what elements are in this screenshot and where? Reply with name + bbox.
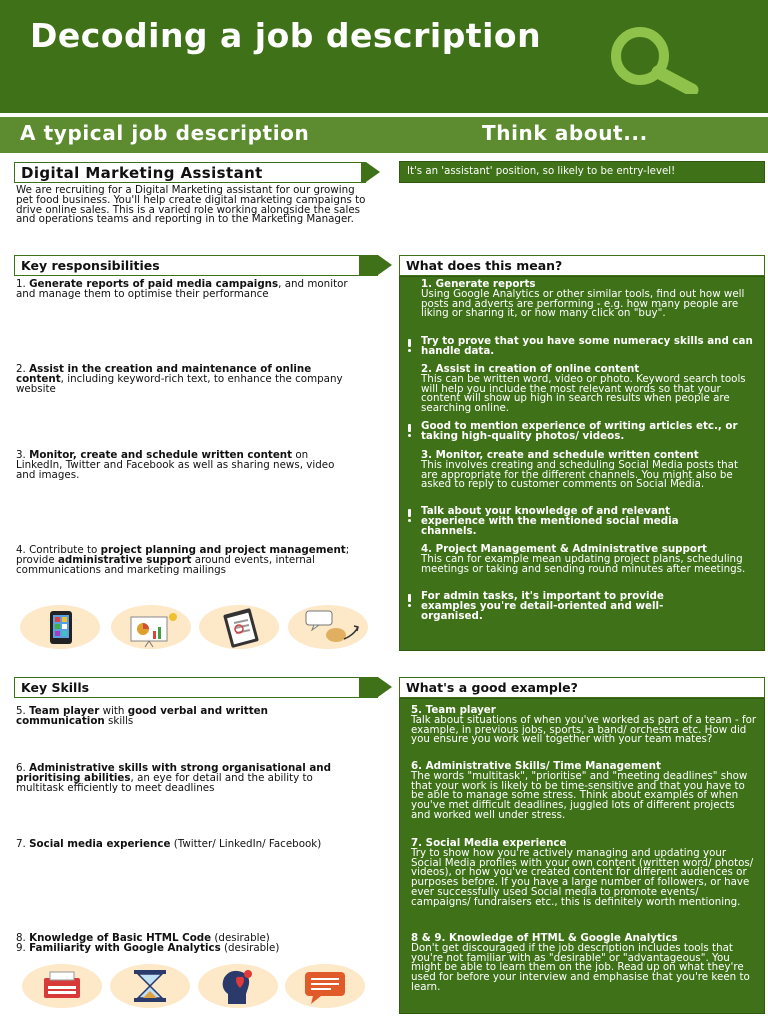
item-text: Contribute to bbox=[25, 544, 101, 556]
example-tag bbox=[399, 677, 765, 698]
responsibility-item bbox=[16, 451, 354, 480]
item-text: with bbox=[99, 705, 128, 717]
tag-arrow-body bbox=[360, 677, 378, 698]
item-bold: Assist in the creation and maintenance of online content bbox=[16, 363, 312, 385]
item-bold: Familiarity with Google Analytics bbox=[29, 942, 221, 954]
item-number: 8. bbox=[16, 932, 26, 944]
skill-item bbox=[16, 764, 356, 793]
item-bold: Administrative skills with strong organisational and prioritising abilities bbox=[16, 762, 332, 784]
meaning-tip bbox=[421, 592, 721, 621]
clipboard-icon bbox=[199, 605, 279, 649]
example-head: 6. Administrative Skills/ Time Management bbox=[411, 760, 661, 772]
meaning-tip bbox=[421, 337, 757, 357]
responsibilities-tag bbox=[14, 255, 360, 276]
section-bar bbox=[0, 117, 768, 153]
typewriter-icon bbox=[22, 964, 102, 1008]
example-body: Don't get discouraged if the job description includes tools that you're not familiar with as "desirable" or "advantageous". You might be able to learn them on the job. Read up on what they're used for before your interview and emphasise that you're keen to learn. bbox=[411, 941, 750, 993]
responsibility-item bbox=[16, 365, 354, 394]
example-head: 5. Team player bbox=[411, 704, 496, 716]
presentation-icon bbox=[111, 605, 191, 649]
meaning-body: Using Google Analytics or other similar tools, find out how well posts and adverts are performing - e.g. how many people are liking or sharing it, or how many click on "buy". bbox=[421, 287, 745, 320]
icon-circle bbox=[288, 605, 368, 649]
job-intro: We are recruiting for a Digital Marketing assistant for our growing pet food business. You'll help create digital marketing campaigns to drive online sales. This is a varied role working alongside the sales and operations teams and reporting in to the Marketing Manager. bbox=[16, 184, 366, 226]
item-bold: Knowledge of Basic HTML Code bbox=[29, 932, 212, 944]
meaning-tip bbox=[421, 422, 757, 442]
icon-circle bbox=[110, 964, 190, 1008]
exclamation-icon bbox=[406, 509, 413, 522]
item-text: (desirable) bbox=[220, 942, 280, 954]
example-body: Talk about situations of when you've worked as part of a team - for example, in previous jobs, sports, a band/ orchestra etc. How did you ensure you work well together with your team mates? bbox=[411, 713, 757, 746]
meaning-head: 2. Assist in creation of online content bbox=[421, 363, 640, 375]
skill-item bbox=[16, 840, 336, 850]
item-text: , including keyword-rich text, to enhance the company website bbox=[16, 372, 343, 395]
magnifier-icon bbox=[604, 24, 704, 94]
meaning-head: 1. Generate reports bbox=[421, 278, 536, 290]
meaning-item bbox=[421, 365, 757, 414]
meaning-item bbox=[421, 280, 757, 319]
tip-text: Good to mention experience of writing articles etc., or taking high-quality photos/ videos. bbox=[421, 420, 738, 442]
item-bold: Monitor, create and schedule written content bbox=[29, 449, 293, 461]
example-item bbox=[411, 934, 757, 993]
meaning-head: 4. Project Management & Administrative support bbox=[421, 543, 707, 555]
speech-bubble-icon bbox=[288, 605, 368, 649]
item-number: 4. bbox=[16, 544, 26, 556]
responsibility-item bbox=[16, 280, 354, 300]
tag-arrow bbox=[378, 677, 392, 697]
icon-circle bbox=[20, 605, 100, 649]
skill-item bbox=[16, 707, 356, 727]
item-number: 6. bbox=[16, 762, 26, 774]
tablet-icon bbox=[20, 605, 100, 649]
item-text: ; provide bbox=[16, 544, 350, 566]
responsibilities-heading: Key responsibilities bbox=[21, 258, 160, 273]
responsibility-item bbox=[16, 546, 354, 575]
meaning-body: This can for example mean updating project plans, scheduling meetings or taking and sending round minutes after meetings. bbox=[421, 552, 746, 575]
think-note: It's an 'assistant' position, so likely to be entry-level! bbox=[407, 166, 676, 177]
meaning-tip bbox=[421, 507, 721, 536]
example-item bbox=[411, 762, 751, 821]
job-title: Digital Marketing Assistant bbox=[21, 163, 263, 182]
tag-arrow bbox=[366, 162, 380, 182]
item-bold: project planning and project management bbox=[100, 544, 346, 556]
meaning-tag bbox=[399, 255, 765, 276]
item-bold: Team player bbox=[29, 705, 100, 717]
example-head: 8 & 9. Knowledge of HTML & Google Analytics bbox=[411, 932, 678, 944]
page-header bbox=[0, 0, 768, 113]
brain-heart-icon bbox=[198, 964, 278, 1008]
skill-item bbox=[16, 944, 356, 954]
icon-circle bbox=[22, 964, 102, 1008]
think-note-box bbox=[399, 161, 765, 183]
page-title: Decoding a job description bbox=[30, 16, 542, 55]
chat-bubble-icon bbox=[285, 964, 365, 1008]
left-column-title: A typical job description bbox=[20, 121, 310, 145]
item-bold: administrative support bbox=[57, 553, 192, 566]
meaning-item bbox=[421, 451, 757, 490]
icon-circle bbox=[199, 605, 279, 649]
hourglass-icon bbox=[110, 964, 190, 1008]
item-bold: Generate reports of paid media campaigns bbox=[29, 278, 279, 290]
meaning-item bbox=[421, 545, 757, 574]
item-number: 3. bbox=[16, 449, 26, 461]
item-number: 9. bbox=[16, 942, 26, 954]
tip-text: For admin tasks, it's important to provide examples you're detail-oriented and well-organised. bbox=[421, 590, 664, 622]
exclamation-icon bbox=[406, 424, 413, 437]
example-item bbox=[411, 706, 757, 745]
example-head: 7. Social Media experience bbox=[411, 837, 567, 849]
exclamation-icon bbox=[406, 594, 413, 607]
example-body: The words "multitask", "prioritise" and "meeting deadlines" show that your work is likely to be time-sensitive and that you have to be able to manage some stress. Think about examples of when you've met difficult deadlines, juggled lots of different projects and worked well under stress. bbox=[411, 769, 748, 821]
meaning-heading: What does this mean? bbox=[406, 258, 563, 273]
item-number: 7. bbox=[16, 838, 26, 850]
icon-circle bbox=[198, 964, 278, 1008]
icon-circle bbox=[111, 605, 191, 649]
example-heading: What's a good example? bbox=[406, 680, 578, 695]
tip-text: Talk about your knowledge of and relevant experience with the mentioned social media channels. bbox=[421, 505, 679, 537]
meaning-body: This involves creating and scheduling Social Media posts that are appropriate for the different channels. You might also be asked to reply to customer comments on Social Media. bbox=[421, 458, 739, 491]
skills-heading: Key Skills bbox=[21, 680, 90, 695]
icon-circle bbox=[285, 964, 365, 1008]
item-text: on LinkedIn, Twitter and Facebook as well as sharing news, video and images. bbox=[16, 449, 335, 481]
item-text: around events, internal communications and marketing mailings bbox=[16, 553, 315, 576]
item-number: 5. bbox=[16, 705, 26, 717]
meaning-head: 3. Monitor, create and schedule written content bbox=[421, 449, 699, 461]
item-text: (Twitter/ LinkedIn/ Facebook) bbox=[170, 838, 322, 850]
item-text: (desirable) bbox=[211, 932, 270, 944]
example-item bbox=[411, 839, 757, 908]
tag-arrow-body bbox=[360, 255, 378, 276]
item-bold: Social media experience bbox=[29, 838, 171, 850]
item-text: skills bbox=[104, 714, 134, 727]
job-title-tag bbox=[14, 162, 362, 183]
right-column-title: Think about... bbox=[482, 121, 648, 145]
item-text: , an eye for detail and the ability to multitask efficiently to meet deadlines bbox=[16, 771, 313, 794]
example-body: Try to show how you're actively managing and updating your Social Media profiles with your own content (written word/ photos/ videos), or how you've created content for different audiences or purposes before. If you have a large number of followers, or have ever successfully used Social media to promote events/ campaigns/ fundraisers etc., this is definitely worth mentioning. bbox=[411, 846, 754, 908]
item-text: , and monitor and manage them to optimise their performance bbox=[16, 278, 348, 300]
tip-text: Try to prove that you have some numeracy skills and can handle data. bbox=[421, 335, 753, 357]
skills-tag bbox=[14, 677, 360, 698]
tag-arrow bbox=[378, 255, 392, 275]
item-bold: good verbal and written communication bbox=[16, 705, 268, 727]
item-number: 2. bbox=[16, 363, 26, 375]
meaning-body: This can be written word, video or photo. Keyword search tools will help you include the most relevant words so that your content will show up high in search results when people are searching online. bbox=[421, 372, 746, 415]
exclamation-icon bbox=[406, 339, 413, 352]
item-number: 1. bbox=[16, 278, 26, 290]
